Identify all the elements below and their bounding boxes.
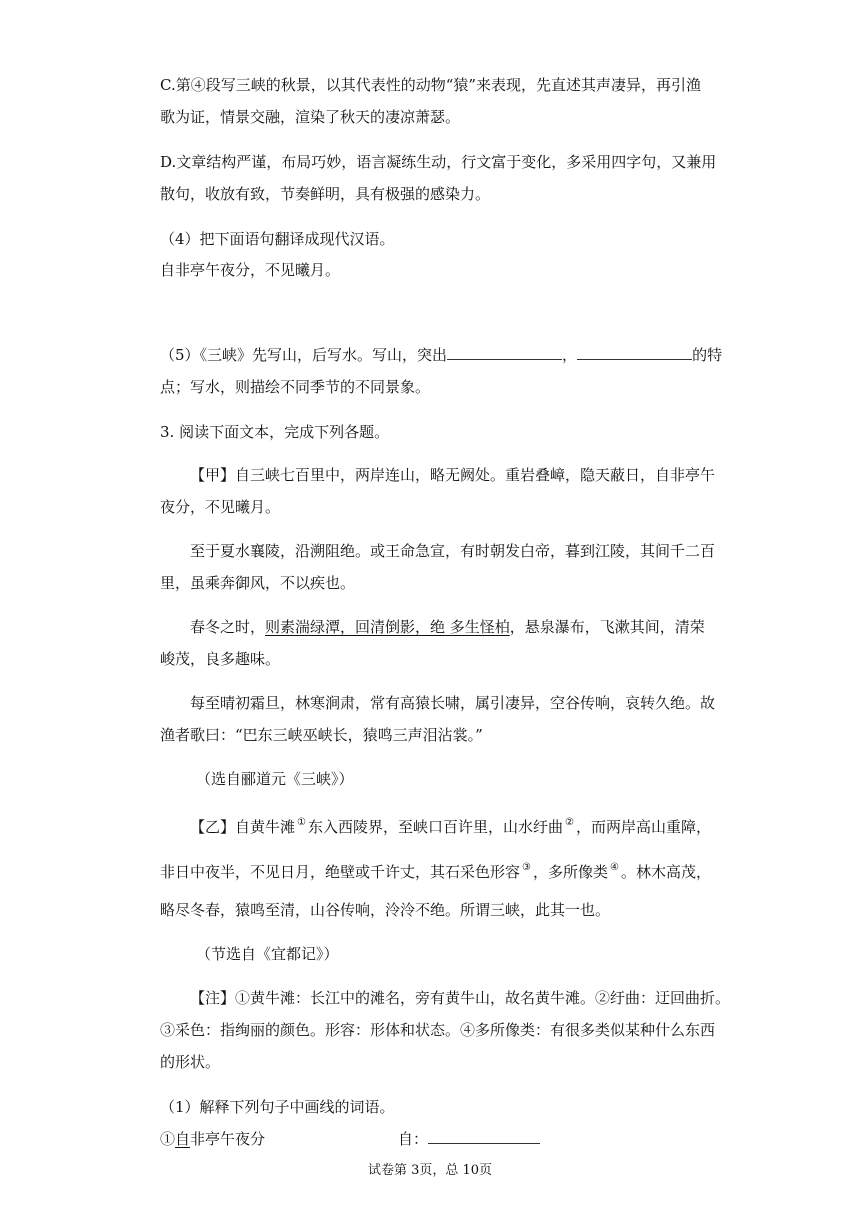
passage-jia-p4-line-1: 每至晴初霜旦，林寒涧肃，常有高猿长啸，属引凄异，空谷传响，哀转久绝。故: [190, 694, 716, 712]
footnote-marker-2: ②: [565, 817, 574, 828]
sub1-answer-label: 自：: [398, 1130, 429, 1148]
sub5-comma: ，: [562, 346, 578, 364]
notes-line-2: ③采色：指绚丽的颜色。形容：形体和状态。④多所像类：有很多类似某种什么东西: [160, 1021, 716, 1039]
passage-jia-p4-line-2: 渔者歌曰：“巴东三峡巫峡长，猿鸣三声泪沾裳。”: [160, 726, 483, 744]
sub1-underlined-word: 自: [175, 1130, 191, 1148]
sub4-sentence: 自非亭午夜分，不见曦月。: [160, 261, 341, 279]
p3-underlined: 则素湍绿潭，回清倒影，绝 多生怪柏: [265, 618, 510, 636]
sub5-text-b: 的特: [692, 346, 723, 364]
passage-jia-p3-line-1: [190, 616, 705, 638]
option-c-line-1: C.第④段写三峡的秋景，以其代表性的动物“猿”来表现，先直述其声凄异，再引渔: [160, 76, 702, 94]
sub5-line-1: [160, 344, 722, 366]
page-footer: 试卷第 3页，总 10页: [367, 1163, 493, 1178]
answer-blank-2[interactable]: [577, 344, 692, 360]
yi-1a: 【乙】自黄牛滩: [190, 818, 296, 836]
sub5-line-2: 点；写水，则描绘不同季节的不同景象。: [160, 378, 431, 396]
question-3-heading: 3. 阅读下面文本，完成下列各题。: [160, 423, 390, 441]
option-c-line-2: 歌为证，情景交融，渲染了秋天的凄凉萧瑟。: [160, 108, 461, 126]
sub1-item-1: [160, 1128, 265, 1150]
passage-jia-p2-line-2: 里，虽乘奔御风，不以疾也。: [160, 574, 356, 592]
passage-yi-source: （节选自《宜都记》）: [196, 945, 339, 963]
option-d-line-2: 散句，收放有致，节奏鲜明，具有极强的感染力。: [160, 185, 491, 203]
p3-pre: 春冬之时，: [190, 618, 266, 636]
answer-blank-1[interactable]: [447, 344, 562, 360]
sub4-prompt: （4）把下面语句翻译成现代汉语。: [160, 230, 395, 248]
option-d-line-1: D.文章结构严谨，布局巧妙，语言凝练生动，行文富于变化，多采用四字句，又兼用: [160, 153, 717, 171]
yi-2a: 非日中夜半，不见日月，绝壁或千许丈，其石采色形容: [160, 863, 521, 881]
footnote-marker-1: ①: [297, 817, 306, 828]
passage-jia-p1-line-1: 【甲】自三峡七百里中，两岸连山，略无阙处。重岩叠嶂，隐天蔽日，自非亭午: [190, 466, 716, 484]
sub1-item-text: 非亭午夜分: [190, 1130, 266, 1148]
sub1-item-number: ①: [160, 1130, 176, 1148]
notes-line-1: 【注】①黄牛滩：长江中的滩名，旁有黄牛山，故名黄牛滩。②纡曲：迂回曲折。: [190, 989, 731, 1007]
notes-line-3: 的形状。: [160, 1053, 221, 1071]
passage-yi-line-1: [190, 816, 711, 841]
passage-yi-line-3: 略尽冬春，猿鸣至清，山谷传响，泠泠不绝。所谓三峡，此其一也。: [160, 901, 611, 919]
answer-blank-3[interactable]: [428, 1128, 540, 1144]
footnote-marker-4: ④: [610, 862, 619, 873]
passage-jia-source: （选自郦道元《三峡》）: [196, 770, 354, 788]
sub5-text-a: （5）《三峡》先写山，后写水。写山，突出: [160, 346, 448, 364]
footnote-marker-3: ③: [522, 862, 531, 873]
yi-2c: 。林木高茂，: [620, 863, 711, 881]
yi-2b: ，多所像类: [532, 863, 608, 881]
sub1-prompt: （1）解释下列句子中画线的词语。: [160, 1098, 395, 1116]
passage-yi-line-2: [160, 861, 711, 886]
passage-jia-p1-line-2: 夜分，不见曦月。: [160, 498, 281, 516]
yi-1b: 东入西陵界，至峡口百许里，山水纡曲: [307, 818, 563, 836]
passage-jia-p2-line-1: 至于夏水襄陵，沿溯阻绝。或王命急宣，有时朝发白帝，暮到江陵，其间千二百: [190, 542, 716, 560]
passage-jia-p3-line-2: 峻茂，良多趣味。: [160, 650, 281, 668]
p3-post: ，悬泉瀑布，飞漱其间，清荣: [509, 618, 705, 636]
yi-1c: ，而两岸高山重障，: [575, 818, 711, 836]
sub1-answer: [398, 1128, 540, 1150]
